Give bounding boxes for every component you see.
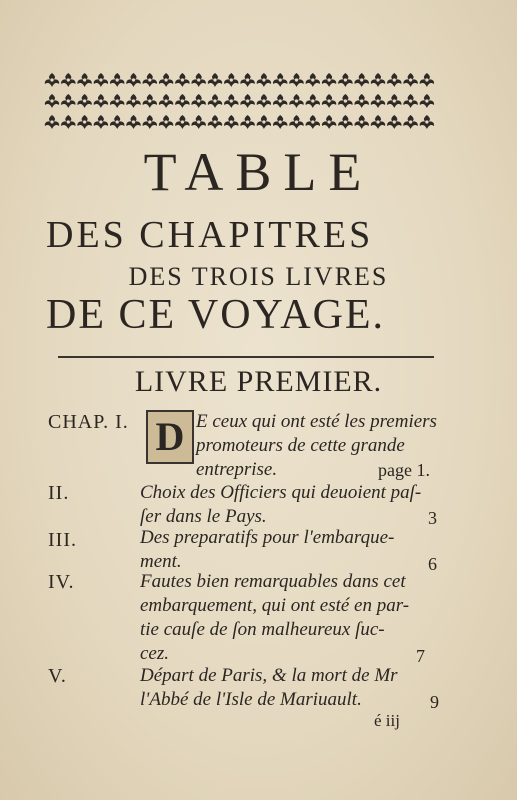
fleuron-ornament — [159, 94, 173, 108]
fleuron-ornament — [273, 73, 287, 87]
chapter-line: tie cauſe de ſon malheureux ſuc- — [140, 619, 385, 640]
chapter-number: III. — [48, 529, 77, 551]
fleuron-ornament — [224, 115, 238, 129]
title-des-chapitres: DES CHAPITRES — [46, 214, 374, 256]
fleuron-ornament — [322, 94, 336, 108]
chapter-page: 7 — [416, 646, 425, 666]
fleuron-ornament — [77, 73, 91, 87]
fleuron-ornament — [338, 94, 352, 108]
fleuron-ornament — [159, 73, 173, 87]
fleuron-ornament — [61, 94, 75, 108]
fleuron-ornament — [387, 115, 401, 129]
fleuron-ornament — [355, 115, 369, 129]
title-des-trois-livres: DES TROIS LIVRES — [128, 262, 389, 291]
fleuron-ornament — [224, 73, 238, 87]
fleuron-ornament — [355, 73, 369, 87]
fleuron-ornament — [143, 73, 157, 87]
chapter-page: 3 — [428, 508, 437, 528]
fleuron-ornament — [94, 73, 108, 87]
fleuron-ornament — [289, 115, 303, 129]
chapter-line: Départ de Paris, & la mort de Mr — [140, 665, 398, 686]
fleuron-ornament — [240, 115, 254, 129]
fleuron-ornament — [192, 94, 206, 108]
decorative-ornament-band — [44, 70, 436, 132]
fleuron-ornament — [289, 73, 303, 87]
chapter-line: cez. — [140, 643, 170, 664]
fleuron-ornament — [224, 94, 238, 108]
title-table: TABLE — [143, 142, 374, 202]
chapter-line: E ceux qui ont esté les premiers — [196, 411, 437, 432]
fleuron-ornament — [306, 94, 320, 108]
fleuron-ornament — [240, 73, 254, 87]
fleuron-ornament — [208, 73, 222, 87]
fleuron-ornament — [126, 94, 140, 108]
fleuron-ornament — [322, 115, 336, 129]
fleuron-ornament — [273, 94, 287, 108]
chapter-line: ment. — [140, 551, 182, 572]
section-heading: LIVRE PREMIER. — [134, 365, 383, 398]
chapter-page: 6 — [428, 554, 437, 574]
fleuron-ornament — [77, 94, 91, 108]
fleuron-ornament — [355, 94, 369, 108]
drop-cap-initial: D — [146, 410, 194, 464]
divider-rule — [58, 356, 434, 358]
chapter-line: ſer dans le Pays. — [140, 506, 267, 527]
fleuron-ornament — [338, 115, 352, 129]
fleuron-ornament — [403, 73, 417, 87]
fleuron-ornament — [289, 94, 303, 108]
fleuron-ornament — [371, 115, 385, 129]
fleuron-ornament — [338, 73, 352, 87]
fleuron-ornament — [403, 94, 417, 108]
fleuron-ornament — [192, 73, 206, 87]
fleuron-ornament — [61, 73, 75, 87]
chapter-line: Des preparatifs pour l'embarque- — [140, 527, 395, 548]
fleuron-ornament — [306, 73, 320, 87]
fleuron-ornament — [45, 94, 59, 108]
fleuron-ornament — [240, 94, 254, 108]
fleuron-ornament — [126, 115, 140, 129]
fleuron-ornament — [420, 94, 434, 108]
fleuron-ornament — [126, 73, 140, 87]
chapter-line: embarquement, qui ont esté en par- — [140, 595, 410, 616]
fleuron-ornament — [257, 94, 271, 108]
fleuron-ornament — [371, 94, 385, 108]
fleuron-ornament — [45, 115, 59, 129]
fleuron-ornament — [257, 73, 271, 87]
fleuron-ornament — [45, 73, 59, 87]
fleuron-ornament — [208, 115, 222, 129]
fleuron-ornament — [110, 73, 124, 87]
fleuron-ornament — [175, 73, 189, 87]
fleuron-ornament — [371, 73, 385, 87]
chapter-number: II. — [48, 482, 70, 504]
fleuron-ornament — [61, 115, 75, 129]
fleuron-ornament — [143, 115, 157, 129]
chapter-number: IV. — [48, 571, 75, 593]
chapter-number: CHAP. I. — [48, 411, 129, 433]
fleuron-ornament — [110, 115, 124, 129]
fleuron-ornament — [208, 94, 222, 108]
chapter-line: Fautes bien remarquables dans cet — [140, 571, 406, 592]
fleuron-ornament — [273, 115, 287, 129]
fleuron-ornament — [110, 94, 124, 108]
fleuron-ornament — [159, 115, 173, 129]
fleuron-ornament — [94, 94, 108, 108]
fleuron-ornament — [77, 115, 91, 129]
fleuron-ornament — [143, 94, 157, 108]
fleuron-ornament — [175, 94, 189, 108]
fleuron-ornament — [420, 115, 434, 129]
chapter-line: l'Abbé de l'Isle de Mariuault. — [140, 689, 362, 710]
chapter-line: promoteurs de cette grande — [196, 435, 405, 456]
fleuron-ornament — [420, 73, 434, 87]
fleuron-ornament — [192, 115, 206, 129]
chapter-line: Choix des Officiers qui deuoient paſ- — [140, 482, 422, 503]
fleuron-ornament — [94, 115, 108, 129]
chapter-page: page 1. — [378, 460, 430, 480]
fleuron-ornament — [403, 115, 417, 129]
fleuron-ornament — [257, 115, 271, 129]
signature-mark: é iij — [374, 711, 400, 730]
fleuron-ornament — [175, 115, 189, 129]
title-de-ce-voyage: DE CE VOYAGE. — [46, 292, 386, 338]
fleuron-ornament — [387, 94, 401, 108]
chapter-number: V. — [48, 665, 67, 687]
chapter-line: entreprise. — [196, 459, 278, 480]
fleuron-ornament — [306, 115, 320, 129]
chapter-page: 9 — [430, 692, 439, 712]
fleuron-ornament — [322, 73, 336, 87]
fleuron-ornament — [387, 73, 401, 87]
